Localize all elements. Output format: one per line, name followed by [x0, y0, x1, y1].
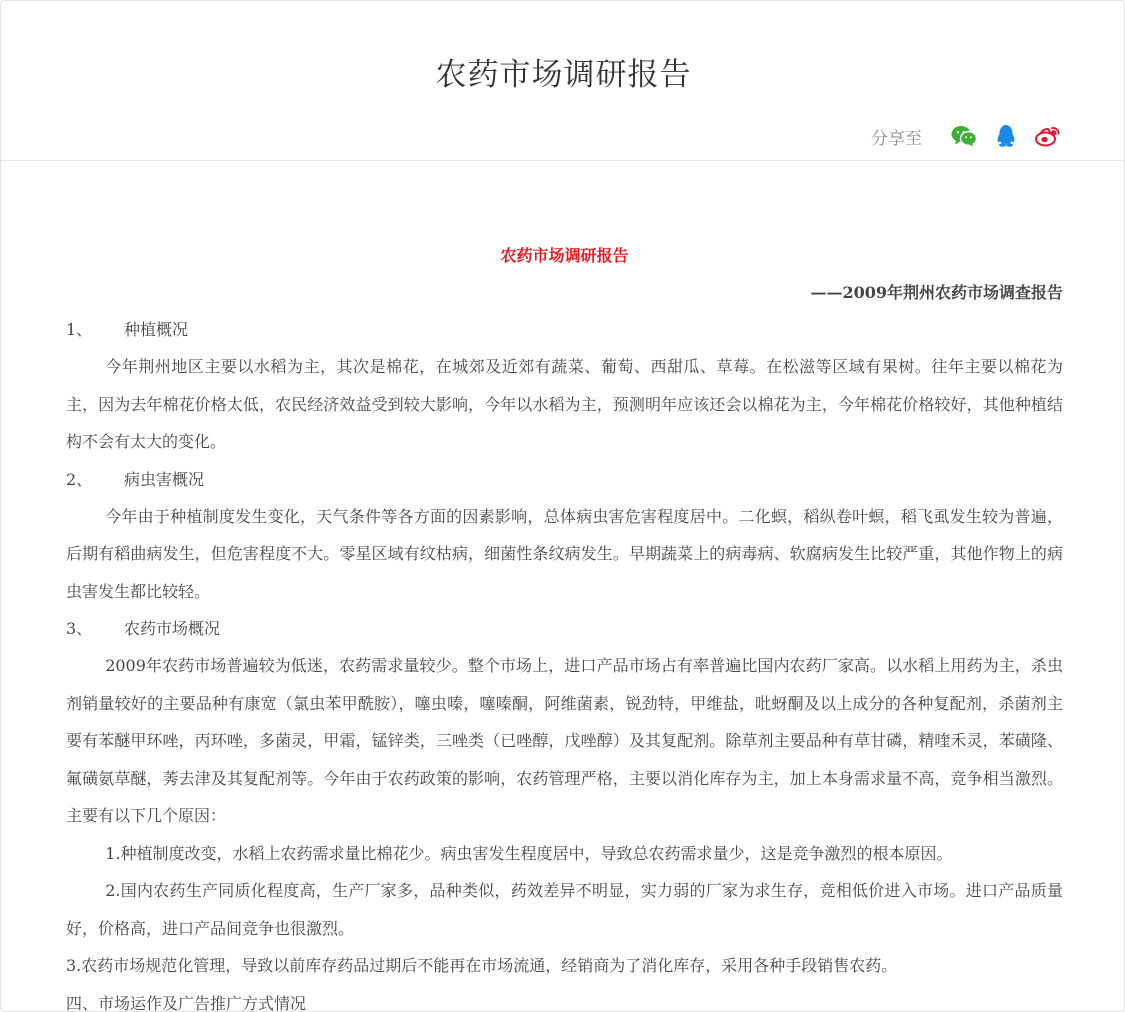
paragraph: 3.农药市场规范化管理，导致以前库存药品过期后不能再在市场流通，经销商为了消化库存，采用各种手段销售农药。: [66, 947, 1063, 985]
article-body: [66, 237, 1063, 1012]
paragraph: 1.种植制度改变，水稻上农药需求量比棉花少。病虫害发生程度居中，导致总农药需求量少，这是竞争激烈的根本原因。: [66, 835, 1063, 873]
qq-icon: [995, 124, 1017, 148]
section-heading: 四、市场运作及广告推广方式情况: [66, 985, 1063, 1012]
section-heading: [66, 610, 1063, 647]
share-bar: [871, 121, 1062, 151]
article-title: 农药市场调研报告: [66, 237, 1063, 274]
section-number: 1、: [66, 311, 124, 348]
qq-share-button[interactable]: [992, 122, 1020, 150]
weibo-share-button[interactable]: [1034, 122, 1062, 150]
section-title: 种植概况: [124, 311, 188, 348]
wechat-icon: [951, 125, 977, 147]
share-label: 分享至: [871, 124, 922, 149]
header-divider: [1, 160, 1125, 161]
section-heading: [66, 311, 1063, 348]
section-title: 农药市场概况: [124, 610, 220, 647]
weibo-icon: [1035, 125, 1061, 147]
paragraph: 今年由于种植制度发生变化，天气条件等各方面的因素影响，总体病虫害危害程度居中。二化螟，稻纵卷叶螟，稻飞虱发生较为普遍，后期有稻曲病发生，但危害程度不大。零星区域有纹枯病，细菌性条纹病发生。早期蔬菜上的病毒病、软腐病发生比较严重，其他作物上的病虫害发生都比较轻。: [66, 498, 1063, 611]
page-title: 农药市场调研报告: [1, 53, 1125, 97]
paragraph: 今年荆州地区主要以水稻为主，其次是棉花，在城郊及近郊有蔬菜、葡萄、西甜瓜、草莓。在松滋等区域有果树。往年主要以棉花为主，因为去年棉花价格太低，农民经济效益受到较大影响，今年以水稻为主，预测明年应该还会以棉花为主，今年棉花价格较好，其他种植结构不会有太大的变化。: [66, 348, 1063, 461]
section-heading: [66, 461, 1063, 498]
paragraph: 2.国内农药生产同质化程度高，生产厂家多，品种类似，药效差异不明显，实力弱的厂家为求生存，竞相低价进入市场。进口产品质量好，价格高，进口产品间竞争也很激烈。: [66, 872, 1063, 947]
section-number: 2、: [66, 461, 124, 498]
wechat-share-button[interactable]: [950, 122, 978, 150]
article-subtitle: ——2009年荆州农药市场调查报告: [66, 274, 1063, 311]
paragraph: 2009年农药市场普遍较为低迷，农药需求量较少。整个市场上，进口产品市场占有率普遍比国内农药厂家高。以水稻上用药为主，杀虫剂销量较好的主要品种有康宽（氯虫苯甲酰胺），噻虫嗪，噻嗪酮，阿维菌素，锐劲特，甲维盐，吡蚜酮及以上成分的各种复配剂，杀菌剂主要有苯醚甲环唑，丙环唑，多菌灵，甲霜，锰锌类，三唑类（已唑醇，戊唑醇）及其复配剂。除草剂主要品种有草甘磷，精喹禾灵，苯磺隆、氟磺氨草醚，莠去津及其复配剂等。今年由于农药政策的影响，农药管理严格，主要以消化库存为主，加上本身需求量不高，竞争相当激烈。主要有以下几个原因：: [66, 647, 1063, 835]
section-number: 3、: [66, 610, 124, 647]
section-title: 病虫害概况: [124, 461, 204, 498]
